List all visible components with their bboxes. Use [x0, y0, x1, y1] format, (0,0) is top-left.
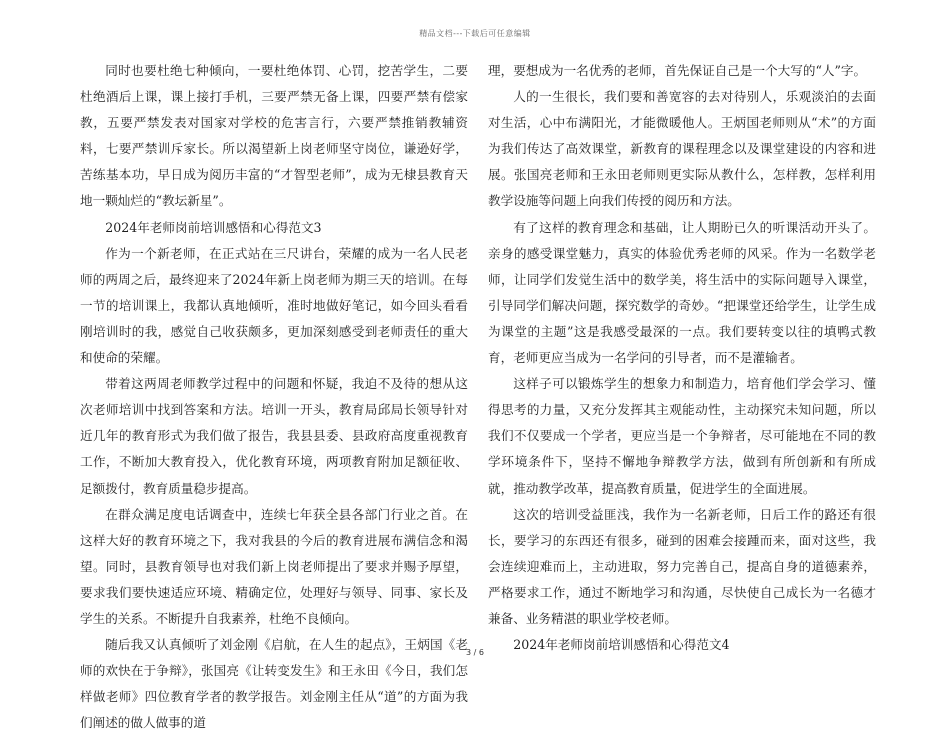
paragraph: 同时也要杜绝七种倾向，一要杜绝体罚、心罚，挖苦学生，二要杜绝酒后上课，课上接打手机，三要严禁无备上课，四要严禁有偿家教，五要严禁发表对国家对学校的危害言行，六要严禁推销教辅资料，七要严禁训斥家长。所以渴望新上岗老师坚守岗位，谦逊好学，苦练基本功，早日成为阅历丰富的“才智型老师”，成为无棣县教育天地一颗灿烂的“教坛新星”。	[80, 63, 468, 209]
section-heading: 2024年老师岗前培训感悟和心得范文3	[105, 219, 322, 235]
paragraph: 作为一个新老师，在正式站在三尺讲台，荣耀的成为一名人民老师的两周之后，最终迎来了2024年新上岗老师为期三天的培训。在每一节的培训课上，我都认真地倾听，准时地做好笔记，如今回头看看刚培训时的我，感觉自己收获颇多，更加深刻感受到老师责任的重大和使命的荣耀。	[80, 245, 468, 366]
paragraph: 在群众满足度电话调查中，连续七年获全县各部门行业之首。在这样大好的教育环境之下，我对我县的今后的教育进展布满信念和渴望。同时，县教育领导也对我们新上岗老师提出了要求并赐予厚望，要求我们要快速适应环境、精确定位，处理好与领导、同事、家长及学生的关系。不断提升自我素养，杜绝不良倾向。	[80, 506, 468, 626]
paragraph: 带着这两周老师教学过程中的问题和怀疑，我迫不及待的想从这次老师培训中找到答案和方法。培训一开头，教育局邱局长领导针对近几年的教育形式为我们做了报告，我县县委、县政府高度重视教育工作，不断加大教育投入，优化教育环境，两项教育附加足额征收、足额拨付，教育质量稳步提高。	[80, 376, 468, 496]
paragraph: 随后我又认真倾听了刘金刚《启航，在人生的起点》，王炳国《老师的欢快在于争辩》，张国亮《让转变发生》和王永田《今日，我们怎样做老师》四位教育学者的教学报告。刘金刚主任从“道”的方面为我们阐述的做人做事的道	[80, 637, 468, 731]
section-heading: 2024年老师岗前培训感悟和心得范文4	[513, 637, 730, 653]
left-column	[80, 58, 468, 736]
paragraph: 这次的培训受益匪浅，我作为一名新老师，日后工作的路还有很长，要学习的东西还有很多，碰到的困难会接踵而来，面对这些，我会连续迎难而上，主动进取，努力完善自己，提高自身的道德素养，严格要求工作，通过不断地学习和沟通，尽快使自己成长为一名德才兼备、业务精湛的职业学校老师。	[488, 506, 876, 626]
paragraph-continuation: 理，要想成为一名优秀的老师，首先保证自己是一个大写的“人”字。	[488, 63, 867, 78]
page-number: 3 / 6	[466, 648, 484, 657]
document-header-note: 精品文档---下载后可任意编辑	[419, 29, 531, 38]
paragraph: 有了这样的教育理念和基础，让人期盼已久的听课活动开头了。亲身的感受课堂魅力，真实的体验优秀老师的风采。作为一名数学老师，让同学们发觉生活中的数学美，将生活中的实际问题导入课堂，引导同学们解决问题，探究数学的奇妙。“把课堂还给学生，让学生成为课堂的主题”这是我感受最深的一点。我们要转变以往的填鸭式教育，老师更应当成为一名学问的引导者，而不是灌输者。	[488, 219, 876, 366]
paragraph: 这样子可以锻炼学生的想象力和制造力，培育他们学会学习、懂得思考的力量，又充分发挥其主观能动性，主动探究未知问题，所以我们不仅要成一个学者，更应当是一个争辩者，尽可能地在不同的教学环境条件下，坚持不懈地争辩教学方法，做到有所创新和有所成就，推动教学改革，提高教育质量，促进学生的全面进展。	[488, 376, 876, 496]
right-column	[488, 58, 876, 658]
paragraph: 人的一生很长，我们要和善宽容的去对待别人，乐观淡泊的去面对生活，心中布满阳光，才能微暖他人。王炳国老师则从“术”的方面为我们传达了高效课堂，新教育的课程理念以及课堂建设的内容和进展。张国亮老师和王永田老师则更实际从教什么，怎样教，怎样利用教学设施等问题上向我们传授的阅历和方法。	[488, 89, 876, 209]
